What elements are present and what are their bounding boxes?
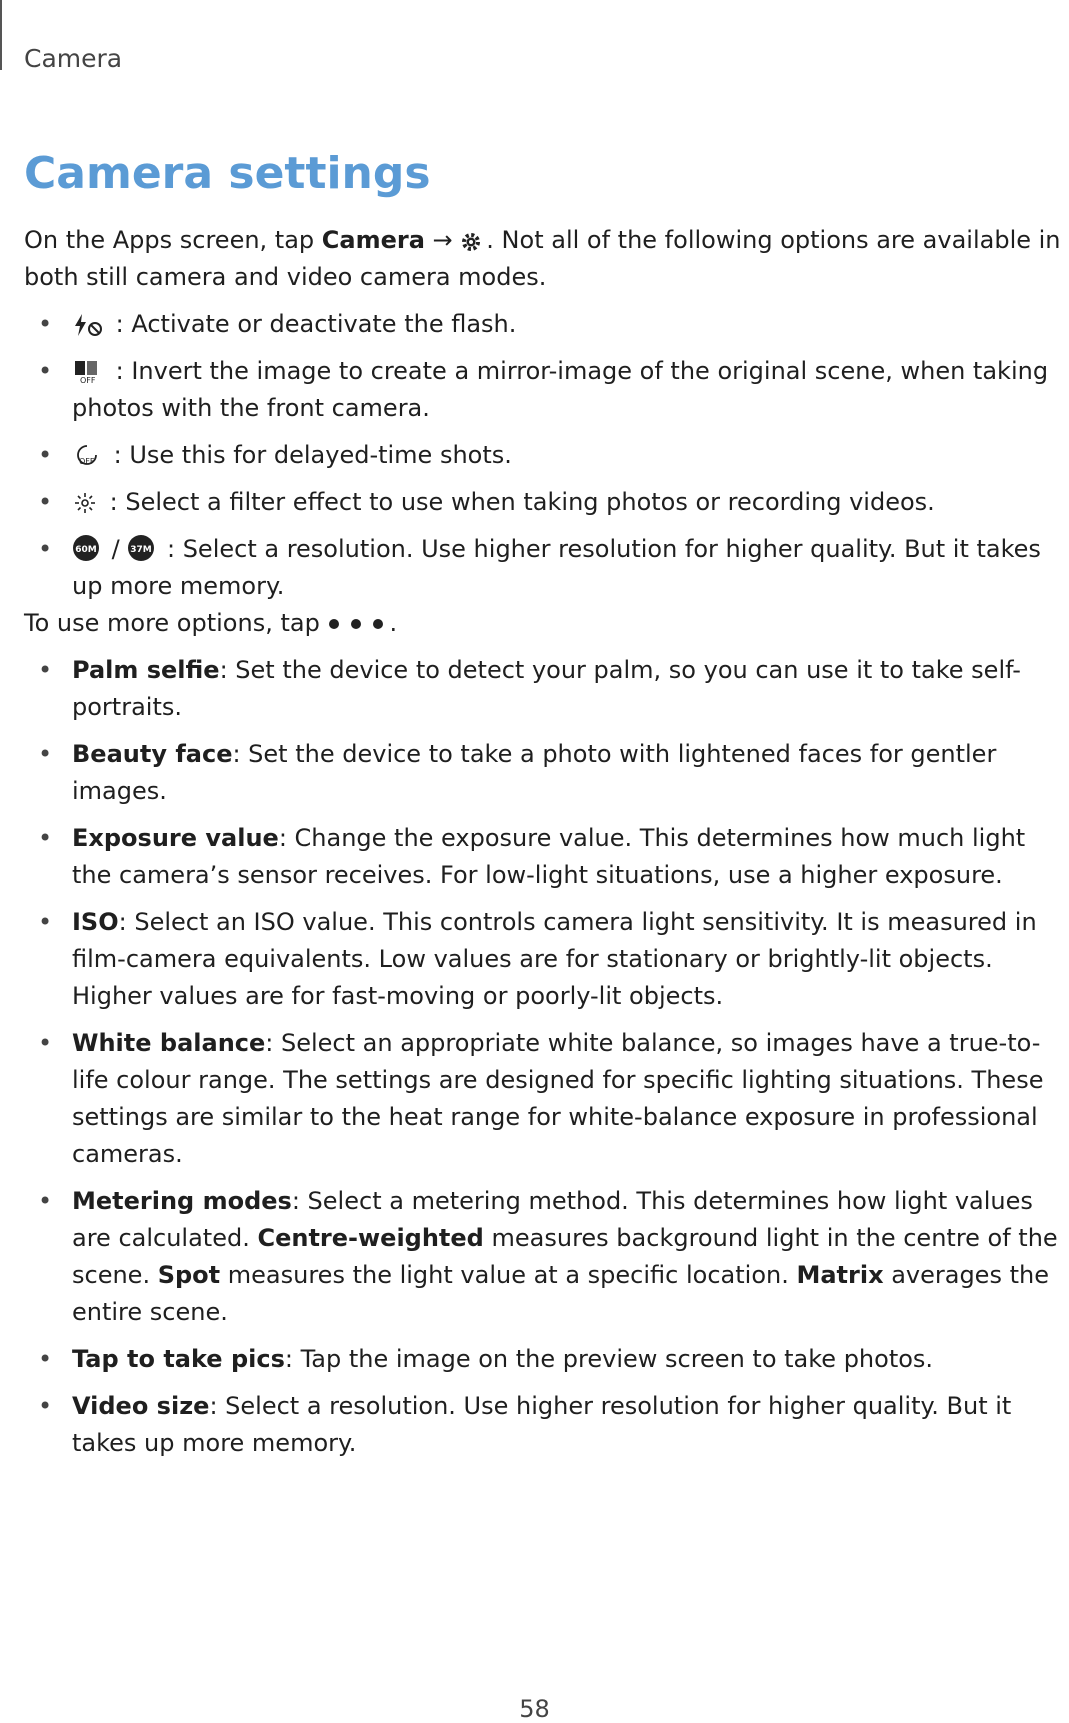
content: [24, 222, 1064, 1462]
flash-off-icon: [72, 313, 104, 337]
page-title: Camera settings: [24, 148, 431, 199]
list-item-palm-selfie: • Palm selfie: Set the device to detect your palm, so you can use it to take self-portraits.: [38, 656, 1021, 721]
filter-effect-icon: [72, 491, 98, 515]
timer-off-icon: [72, 442, 102, 468]
list-item-video-size: • Video size: Select a resolution. Use higher resolution for higher quality. But it takes up more memory.: [38, 1392, 1012, 1457]
list-item-metering-modes: • Metering modes: Select a metering method. This determines how light values are calculated. Centre-weighted measures background light in the centre of the scene. Spot measures the light value at a specific location. Matrix averages the entire scene.: [38, 1187, 1058, 1326]
list-item: • OFF : Use this for delayed-time shots.: [38, 441, 512, 469]
resolution-60m-icon: [72, 534, 100, 562]
list-item-tap-to-take-pics: • Tap to take pics: Tap the image on the preview screen to take photos.: [38, 1345, 934, 1373]
list-item-iso: • ISO: Select an ISO value. This controls camera light sensitivity. It is measured in film-camera equivalents. Low values are for stationary or brightly-lit objects. Higher values are for fast-moving or poorly-lit objects.: [38, 908, 1037, 1010]
mirror-off-icon: [72, 358, 104, 384]
list-item: • : Select a filter effect to use when taking photos or recording videos.: [38, 488, 935, 516]
more-options-icon: [327, 617, 385, 631]
intro-paragraph: On the Apps screen, tap Camera → . Not all of the following options are available in both still camera and video camera modes.: [24, 226, 1061, 291]
more-options-paragraph: To use more options, tap .: [24, 609, 398, 637]
resolution-37m-icon: [127, 534, 155, 562]
gear-icon: [460, 231, 482, 253]
running-header: Camera: [24, 44, 123, 73]
svg-text:OFF: OFF: [79, 457, 95, 466]
more-options-list: [24, 652, 1064, 1462]
list-item: • : Activate or deactivate the flash.: [38, 310, 517, 338]
list-item-beauty-face: • Beauty face: Set the device to take a photo with lightened faces for gentler images.: [38, 740, 997, 805]
svg-text:OFF: OFF: [80, 376, 96, 384]
list-item: • OFF : Invert the image to create a mirror-image of the original scene, when taking photos with the front camera.: [38, 357, 1049, 422]
list-item: • 60M / 37M : Select a resolution. Use higher resolution for higher quality. But it takes up more memory.: [38, 535, 1041, 600]
page-number: 58: [519, 1695, 550, 1723]
list-item-white-balance: • White balance: Select an appropriate white balance, so images have a true-to-life colour range. The settings are designed for specific lighting situations. These settings are similar to the heat range for white-balance exposure in professional cameras.: [38, 1029, 1044, 1168]
margin-rule: [0, 0, 2, 70]
svg-text:60M: 60M: [75, 545, 97, 555]
svg-text:37M: 37M: [130, 545, 153, 555]
icon-option-list: [24, 306, 1064, 605]
list-item-exposure-value: • Exposure value: Change the exposure value. This determines how much light the camera’s sensor receives. For low-light situations, use a higher exposure.: [38, 824, 1026, 889]
